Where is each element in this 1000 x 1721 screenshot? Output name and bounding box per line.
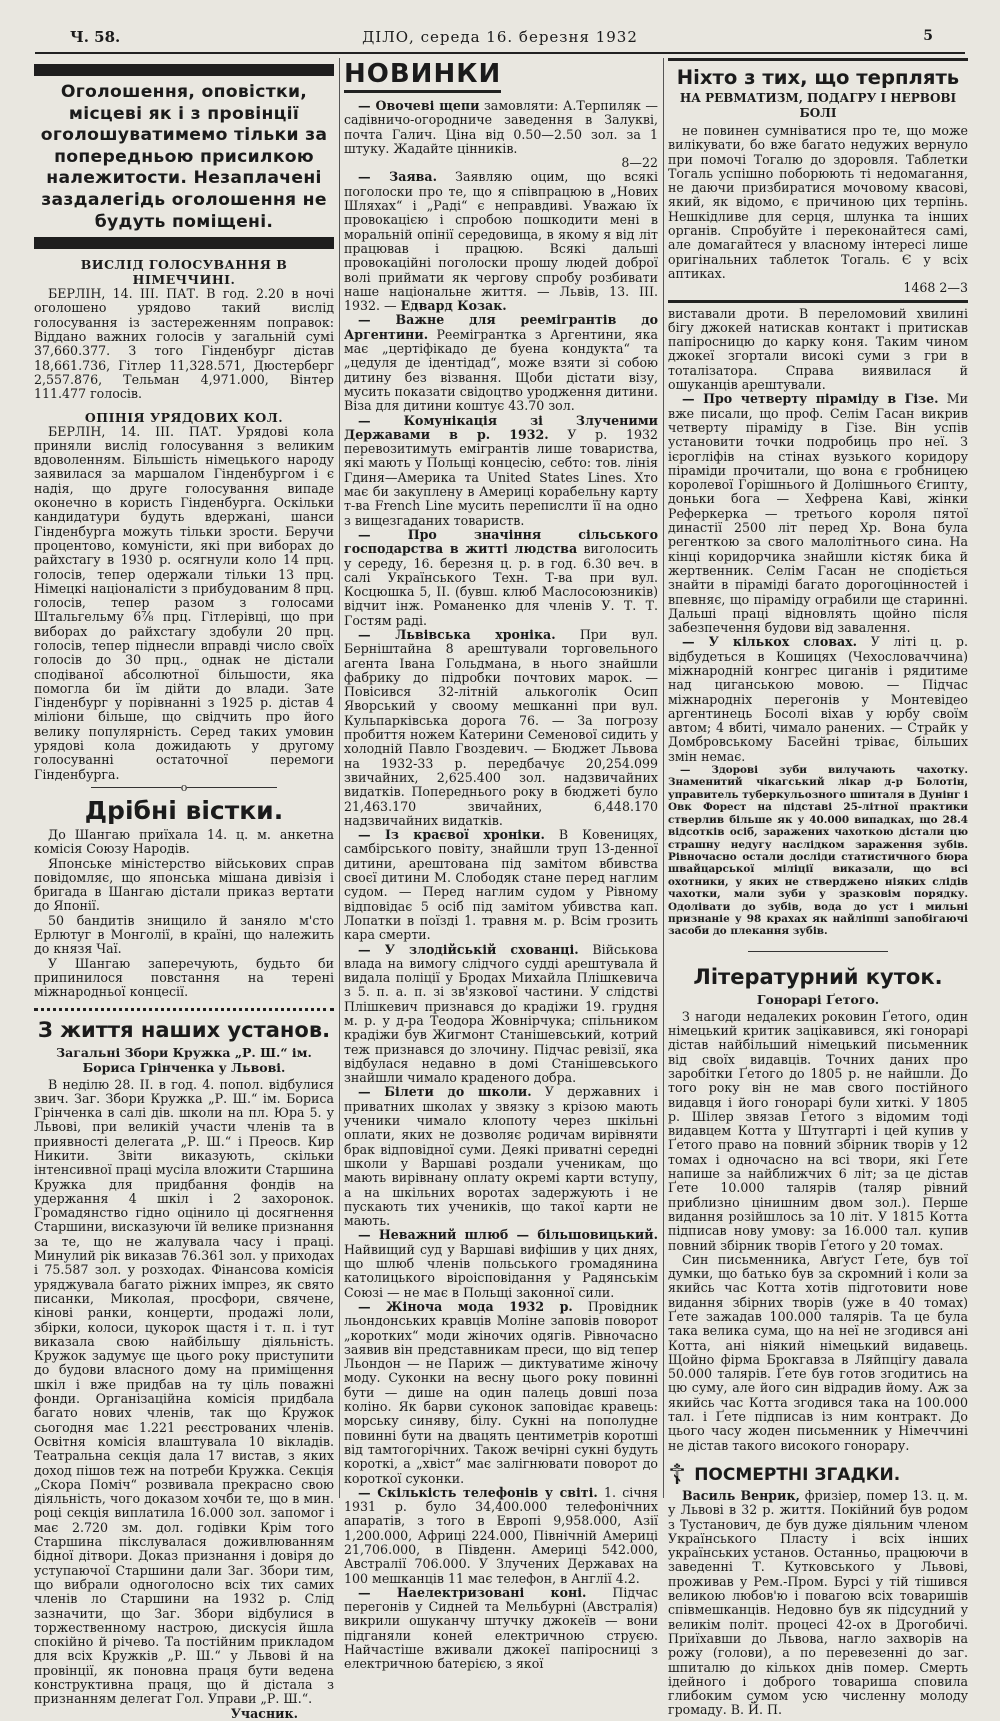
news-item-head: — Наелектризовані коні. xyxy=(358,1584,587,1600)
orthodox-cross-icon: ☦ xyxy=(668,1457,687,1491)
news-item-body: У державних і приватних школах у звязку з крізою мають ученики чимало клопоту через шкільні оплати, яких не дозволяє родичам вирівняти брак відповідної суми. Деякі приватні середні школи у Варшаві роздали ученикам, що мають вирівнану оплату окремі карти вступу, а на шкільних воротах задержують і не пускають тих учеників, що такої карти не мають. xyxy=(344,1084,658,1229)
news-item-body: Знаменитий чікагський лікар д-р Болотін, управитель туберкульозного шпиталя в Дунінг і Овк Форест на підставі 25-літної практики стверлив більше як у 40.000 випадках, що 28.4 відсотків осіб, заражених чахоткою дістали цю страшну недугу наслідком зараження зубів. Рівночасно остали досліди статистичного бюра швайцарської міліції виказали, що всі охотники, у яких не стверджено ніяких слідів чахотки, мали зуби у зразковім порядку. Одолівати до зубів, вода до уст і мильні признаніе у 98 крахах як найліпші запобігаючі засоби до плекання зубів. xyxy=(668,776,968,938)
column-left xyxy=(34,58,334,1721)
news-item xyxy=(344,1085,658,1228)
literary-corner-subtitle: Гонорарі Ґетого. xyxy=(756,991,880,1007)
separator: o xyxy=(34,782,334,794)
news-item-body: Ми вже писали, що проф. Селім Гасан викрив четверту піраміду в Гізе. Він успів установити точки подробиць про неї. З ієрогліфів на стінах вузького коридору піраміди прочитали, що вона є гробницею королевої Горішнього й Долішнього Єгипту, доньки бога — Хефрена Каві, жінки Реферкерка — третього короля пятої династії 2500 літ перед Хр. Вона була регенткою за свого малолітнього сина. На кінці коридорчика знайшли кістяк бика й жертвенник. Селім Гасан не сподіється знайти в піраміді багато дорогоцінностей і впевняє, що піраміду ограбили ще старинні. Дальші праці відновлять щойно після забезпечення будови від завалення. xyxy=(668,391,968,636)
black-bar xyxy=(34,237,334,249)
news-item-body: Найвищий суд у Варшаві вифішив у цих днях, що шлюб членів польського громадянина католицького віроісповідання у Радянськім Союзі — не має в Польщі законної сили. xyxy=(344,1241,658,1300)
news-item xyxy=(344,528,658,628)
page-number-right: 5 xyxy=(923,28,933,44)
news-item-body: У літі ц. р. відбудеться в Кошицях (Чехословаччина) міжнародній конгрес циганів і рядитиме над циганською мовою. — Підчас міжнародніх перегонів у Монтевідео аргентинець Босолі віхав у юрбу своїм автом; 4 вбиті, чимало ранених. — Страйк у Домбровському Басейні тріває, більших змін немає. xyxy=(668,634,968,764)
news-item xyxy=(344,99,658,156)
short-news-item: У Шангаю заперечують, будьто би припинилося повстання на терені міжнародньої концесії. xyxy=(34,955,334,1000)
column-middle xyxy=(344,58,658,1672)
institutions-title: З життя наших установ. xyxy=(37,1017,331,1042)
news-item-body: Військова влада на вимогу слідчого судді арештувала й видала поліції у Бродах Михайла Плішкевича з 5. п. а. п. зі зв'язкової частини. У слідстві Плішкевич признався до крадіжи 19. грудня м. р. у д-ра Теодора Жовнірчука; спільником крадіжи був Жигмонт Станішевський, котрий теж признався до злочину. Підчас ревізії, яка відбулася недавно в домі Станішевського знайшли чимало краденого добра. xyxy=(344,941,658,1086)
news-item-head: — Важне для реемігрантів до Аргентини. xyxy=(344,312,658,342)
vote-title: ВИСЛІД ГОЛОСУВАННЯ В НІМЕЧЧИНІ. xyxy=(80,257,288,288)
news-item xyxy=(344,943,658,1086)
institutions-body: В неділю 28. II. в год. 4. попол. відбулися звич. Заг. Збори Кружка „Р. Ш.“ ім. Бориса Грінченка в салі дів. школи на пл. Юра 5. у Львові, при великій участи членів та в приявності делегата „Р. Ш.“ і Преосв. Кир Никити. Звіти виказують, скільки інтенсивної праці мусіла вложити Старшина Кружка для придбання фондів на удержання 4 шкіл і 2 захоронок. Громадянство гідно оцінило ці досягнення Старшини, висказуючи їй велике признання за те, що не жалувала часу і праці. Минулий рік виказав 76.361 зол. у приходах і 75.587 зол. у розходах. Фінансова комісія уряджувала багато ріжних імпрез, як свято писанки, Миколая, просфори, свячене, кінові ранки, концерти, продажі лоли, збірки, колоси, цукорок щастя і т. п. і тут виказала свою найбільшу діяльність. Кружок задумує ще цього року приступити до будови власного дому на приміщення шкіл і вже придбав на ту ціль поважні фонди. Організаційна комісія придбала багато нових членів, так що Кружок сьогодня має 1.221 реєстрованих членів. Освітня комісія влаштувала 10 вікладів. Театральна секція дала 17 вистав, з яких доход пішов теж на потреби Кружка. Секція „Скора Поміч“ розвивала прекрасно свою діяльність, чого доказом хочби те, що в мин. році секція виплатила 16.000 зол. запомог і має 2.720 зм. дол. годівки Крім того Старшина пікслувалася доживлюванням бідної дітвори. Доказ признання і довіря до уступаючої Старшини дали Заг. Збори тим, що вибрали одноголосно всіх тих самих членів ло Старшини на 1932 р. Слід зазначити, що Заг. Збори відбулися в торжественному настрою, дискусія йшла спокійно й річево. Та постійним прикладом для всіх Кружків „Р. Ш.“ у Львові й на провінції, як поновна праця бути ведена конструктивна праця, що й дістала з признанням делегат Гол. Управи „Р. Ш.“. xyxy=(34,1076,334,1707)
news-item-small xyxy=(668,764,968,938)
news-item-head: — Неважний шлюб — більшовицький. xyxy=(358,1227,658,1243)
short-news-item: 50 бандитів знищило й заняло м'сто Ерлютуг в Монголії, в країні, що належить до князя Чаї. xyxy=(34,912,334,957)
column-divider xyxy=(663,58,664,1498)
masthead-date: ДІЛО, середа 16. березня 1932 xyxy=(362,28,638,46)
obituaries-title: ПОСМЕРТНІ ЗГАДКИ. xyxy=(694,1464,901,1485)
page-number-left: Ч. 58. xyxy=(70,28,121,46)
column-divider xyxy=(339,58,340,1498)
news-item xyxy=(344,1228,658,1299)
news-item-body: При вул. Берніштайна 8 арештували торговельного агента Івана Гольдмана, в нього знайшли фабрикy до підробки почтових марок. — Повісився 32-літній алькоголік Осип Яворський у своому мешканні при вул. Кульпарківська дорога 76. — За погрозу пробиття ножем Катерини Семенової сидить у холодній Павло Гвоздевич. — Бюджет Львова на 1932-33 р. передбачує 20,254.099 звичайних, 2,625.400 зол. надзвичайних видатків. Попереднього року в бюджеті було 21,463.170 звичайних, 6,448.170 надзвичайних видатків. xyxy=(344,626,658,828)
ad-notice: Оголошення, оповістки, місцеві як і з провінції оголошуватимемо тільки за попередньою присилкою належитости. Незаплачені заздалегідь оголошення не будуть поміщені. xyxy=(40,82,328,232)
news-item-head: — Скількість телефонів у світі. xyxy=(358,1484,598,1500)
news-title: НОВИНКИ xyxy=(344,58,501,93)
news-item xyxy=(344,828,658,942)
black-bar xyxy=(34,64,334,76)
dotted-separator xyxy=(34,1008,334,1011)
news-item xyxy=(344,1300,658,1486)
short-news-item: Японське міністерство військових справ повідомляє, що японська мішана дивізія і бригада в Шангаю дістали приказ вертати до Японії. xyxy=(34,855,334,914)
news-item xyxy=(344,1586,658,1672)
news-item-body: замовляти: А.Терпиляк — садівничо-огородниче заведення в Залукві, почта Галич. Ціна від 0.50—2.50 зол. за 1 штуку. Жадайте цінників. xyxy=(344,98,658,156)
news-item-body: Заявляю оцим, що всякі поголоски про те, що я співпрацюю в „Нових Шляхах“ і „Раді“ є неправдиві. Уважаю їх провокацією і спробою пошкодити мені в моральній опінії середовища, в якому я від літ працював і працюю. Всякі дальші провокаційні поголоски прошу людей доброї волі приймати як чергову спробу розбивати наше національне життя. — Львів, 13. III. 1932. — xyxy=(344,169,658,314)
news-item-head: — У кількох словах. xyxy=(682,634,858,650)
page-header xyxy=(35,22,965,54)
news-item-head: — Про значіння сільського господарства в житті людства xyxy=(344,526,658,557)
institutions-signature: Учасник. xyxy=(230,1705,298,1721)
news-item-head: — Здорові зуби вилучають чахотку. xyxy=(680,764,968,777)
ad-ref-number: 8—22 xyxy=(621,155,658,171)
ad-body: не повинен сумніватися про те, що може вилікувати, бо вже багато недужих вернуло при помочі Тогалю до здоровля. Таблетки Тогаль успішно поборюють ті недомагання, не даючи призбиратися мочовому квасові, який, як відомо, є причиною цих терпінь. Нешкідливе для серця, шлунка та інших органів. Спробуйте і переконайтеся самі, але домагайтеся у власному інтересі лише оригінальних таблеток Тогаль. Є у всіх аптиках. xyxy=(668,123,968,281)
togal-advertisement xyxy=(668,58,968,303)
obituary xyxy=(668,1489,968,1718)
news-item-body: В Ковеницях, самбірського повіту, знайшли труп 13-денної дитини, арештована під замітом вбивства своєї дитини М. Слободяк стане перед наглим судом. — Перед наглим судом у Рівному відповідає 5 осіб під замітом убивства кап. Лопатки в поїзді 1. травня м. р. Всім грозить кара смерти. xyxy=(344,827,658,943)
news-item-head: — Овочеві щепи xyxy=(358,98,480,113)
short-news-title: Дрібні вістки. xyxy=(84,795,284,825)
short-news-item: До Шангаю приїхала 14. ц. м. анкетна комісія Союзу Народів. xyxy=(34,826,334,857)
news-item xyxy=(668,635,968,764)
opinion-title: ОПІНІЯ УРЯДОВИХ КОЛ. xyxy=(84,409,284,425)
news-item-head: — Жіноча мода 1932 р. xyxy=(358,1298,573,1314)
news-item-head: — Комунікація зі Злученими Державами в р. 1932. xyxy=(344,412,658,442)
news-item-head: — Львівська хроніка. xyxy=(358,626,556,642)
news-item-signature: Едвард Козак. xyxy=(400,298,507,314)
news-item-body: Провідник льондонських кравців Моліне заповів поворот „коротких“ моди жіночих одягів. Рівночасно заявив він представникам преси, що від тепер Льондон — не Париж — диктуватиме жіночу моду. Суконки на весну цього року повинні бути — дише на один палець довші поза коліно. Як барви суконок заповідає кравець: морську синяву, білу. Сукні на пополудне повинні бути на двацять центиметрів коротші від тамтогорічних. Також вечірні сукні будуть короткі, а „хвіст“ має залігнювати поворот до короткої суконки. xyxy=(344,1298,658,1486)
opinion-body: БЕРЛІН, 14. III. ПАТ. Урядові кола приняли вислід голосування з великим вдоволенням. Більшість німецького народу заявилася за маршалом Гінденбургом і є надія, що друге голосування випаде оконечно в користь Гінденбурга. Оскільки кандидатури будуть вдержані, шанси Гінденбурга можуть тільки зрости. Беручи процентово, комуністи, які при виборах до райхстагу в 1930 р. осягнули коло 14 прц. голосів, тепер одержали тільки 13 прц. Німецкі націоналісти з прибудованим 8 прц. голосів, тепер разом з голосами Штальгельму 6⅞ прц. Гітлерівці, що при виборах до райхстагу здобули 20 прц. голосів, тепер піднесли вправді число своїх голосів до 30 прц., однак не дістали сподіваної абсолютної більшости, яка помогла би їм дійти до влади. Зате Гінденбург у порівнанні з 1925 р. дістав 4 міліони більше, що свідчить про його велику популярність. Серед таких умовин урядові кола дожидають у другому голосуванні остаточної перемоги Гінденбурга. xyxy=(34,423,334,782)
news-item xyxy=(344,628,658,828)
news-item xyxy=(344,414,658,528)
news-item-head: — Із краєвої хроніки. xyxy=(358,827,545,843)
news-item-body: 1. січня 1931 р. було 34,400.000 телефонічних апаратів, з того в Европі 9,958.000, Азії 1,200.000, Африці 224.000, Північній Америці 21,706.000, в Південн. Америці 542.000, Австралії 706.000. У Злучених Державах на 100 мешканців 11 має телефон, в Англії 4.2. xyxy=(344,1484,658,1586)
news-item-head: — Заява. xyxy=(358,169,437,185)
literary-corner-body: З нагоди недалеких роковин Ґетого, один німецький критик зацікавився, які гонорарі дістав найбільший німецький письменник від своїх видавців. Точних даних про заробітки Ґетого до 1805 р. не найшли. До того року він не мав свого постійного видавця і його гонорарі були хиткі. У 1805 р. Шілер звязав Ґетого з відомим тоді видавцем Котта у Штутгарті і цей купив у Ґетого право на повний збірник творів у 12 томах і одночасно на всі твори, які Ґете напише за найближчих 6 літ; за це дістав Ґете 10.000 талярів (таляр рівний приблизно цінишним двом зол.). Перше видання розійшлось за 10 літ. У 1815 Котта підписав нову умову: за 16.000 тал. купив повний збірник творів Ґетого у 20 томах. xyxy=(668,1008,968,1253)
news-item-body: У р. 1932 перевозитимуть емігрантів лише товариства, які мають у Польщі концесію, себто: тов. лінія Гдиня—Америка та United States Lines. Хто має би закуплену в Америці корабельну карту т-ва French Line мусить перепислти її на одно з вищезгаданих товариств. xyxy=(344,426,658,528)
news-item-head: — Білети до школи. xyxy=(358,1084,532,1100)
ad-title: Ніхто з тих, що терплять xyxy=(676,66,960,89)
institutions-subtitle: Загальні Збори Кружка „Р. Ш.“ ім. Бориса Грінченка у Львові. xyxy=(56,1044,312,1075)
continuation-body: виставали дроти. В переломовий хвилині бігу джокей натискав контакт і притискав папіросницю до карку коня. Таким чином джокеї згортали високі суми з гри в тоталізатора. Справа виявилася й ошуканців арештували. xyxy=(668,305,968,393)
separator xyxy=(668,946,968,958)
vote-body: БЕРЛІН, 14. III. ПАТ. В год. 2.20 в ночі оголошено урядово такий вислід голосування із застереженням поправок: Віддано важних голосів у загальній сумі 37,660.377. З того Гінденбург дістав 18,661.736, Гітлер 11,328.571, Дюстерберг 2,557.876, Тельман 4,971.000, Вінтер 111.477 голосів. xyxy=(34,286,334,402)
news-item xyxy=(668,392,968,635)
ad-ref-number: 1468 2—3 xyxy=(903,280,968,296)
news-item-head: — Про четверту піраміду в Гізе. xyxy=(682,391,939,407)
news-item-body: Реемігрантка з Аргентини, яка має „цертіфікадо де буена кондукта“ та „цедуля де ідентідад“, може взяти зі собою дитину без візвання. Щоби дістати візу, мусить показати свідоцтво уродження дитини. Віза для дитини коштує 43.70 зол. xyxy=(344,326,658,414)
obituary-body: фризіер, помер 13. ц. м. у Львові в 32 р. життя. Покійний був родом з Тустанович, де був дуже діяльним членом Українського Пласту і всіх інших українських установ. Останньо, працюючи в заведенні Т. Кутковського у Львові, проживав у Рем.-Пром. Бурсі у тій тішився великою любов'ю і повагою всіх товаришів співмешканців. Недовно був як підсудний у великім політ. процесі 42-ох в Дрогобичі. Приїхавши до Львова, нагло захворів на рожу (голови), а по перевезенні до заг. шпиталю до кількох днів помер. Смерть ідейного і доброго товариша сповила глибоким сумом усю численну молоду громаду. В. Й. П. xyxy=(668,1487,968,1718)
ad-subtitle: НА РЕВМАТИЗМ, ПОДАГРУ І НЕРВОВІ БОЛІ xyxy=(679,91,957,120)
news-item-body: виголосить у середу, 16. березня ц. р. в год. 6.30 веч. в салі Українського Техн. Т-ва при вул. Косцюшка 5, II. (бувш. клюб Маслосоюзників) відчит інж. Романенко для членів У. Т. Т. Гостям раді. xyxy=(344,541,658,628)
news-item-body: Підчас перегонів у Сидней та Мельбурні (Австралія) викрили ошуканчу штучку джокеїв — вони підганяли коней електричною струєю. Найчастіше вживали джокеї папіросниці з електричною батерією, з якої xyxy=(344,1584,658,1672)
obituary-name: Василь Венрик, xyxy=(682,1487,800,1503)
news-item xyxy=(344,1486,658,1586)
obituaries-header xyxy=(668,1457,968,1491)
news-item xyxy=(344,313,658,413)
literary-corner-body: Син письменника, Авґуст Ґете, був тої думки, що батько був за скромний і коли за якийсь час Котта хотів підготовити нове видання збірних творів (уже в 40 томах) Ґете зажадав 100.000 талярів. Та це була така велика сума, що на неї не згодився ані Котта, ані ніякий німецький видавець. Щойно фірма Брокгавза в Ляйпцігу давала 50.000 талярів. Ґете був готов згодитись на цю суму, але його син відрадив йому. Аж за якийсь час Котта згодився така на 100.000 тал. і Ґете підписав із ним контракт. До цього часу жоден письменник у Німеччині не дістав такого високого гонорару. xyxy=(668,1251,968,1453)
column-right xyxy=(668,58,968,1718)
news-item xyxy=(344,170,658,313)
news-item-head: — У злодійській схованці. xyxy=(358,941,579,957)
literary-corner-title: Літературний куток. xyxy=(693,964,943,989)
